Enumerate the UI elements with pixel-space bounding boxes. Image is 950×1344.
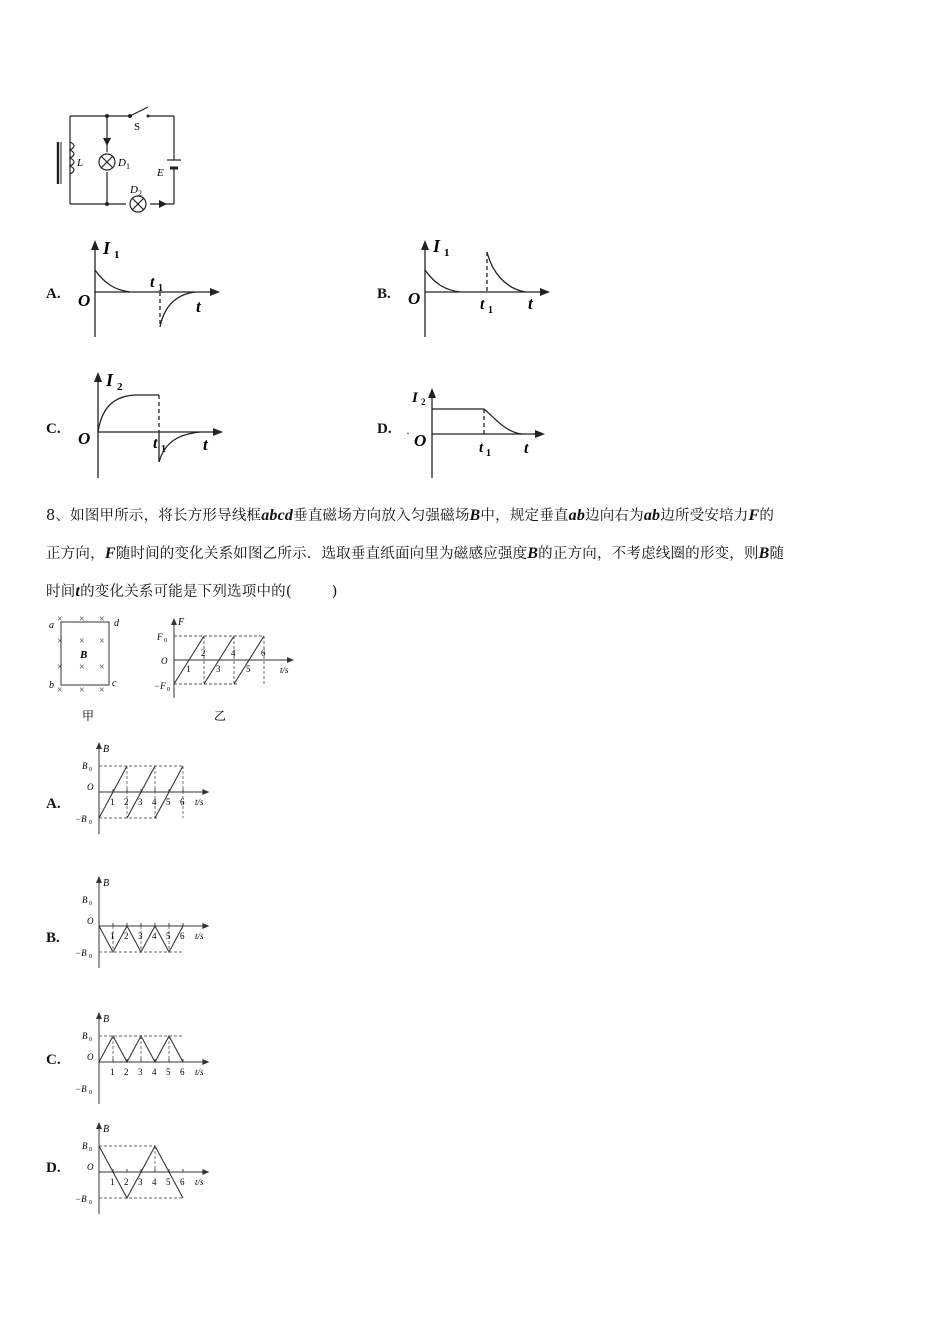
caption-yi: 乙: [214, 709, 227, 723]
tick-label-4: 4: [152, 1067, 157, 1077]
t-axis-label: t/s: [195, 931, 204, 941]
yi-O: O: [161, 656, 168, 666]
b0-sub: 0: [89, 901, 92, 907]
d-ysub: 2: [421, 397, 426, 407]
negb0-label: −B: [75, 1084, 87, 1094]
b-axis-arrow: [96, 1122, 102, 1129]
tick-label-3: 3: [138, 797, 143, 807]
tick-label-3: 3: [138, 1067, 143, 1077]
q8-line-1: 8、如图甲所示，将长方形导线框abcd垂直磁场方向放入匀强磁场B中，规定垂直ab边向右为ab边所受安培力F的: [46, 507, 775, 524]
a-t1sub: 1: [158, 283, 163, 294]
c-ysub: 2: [117, 381, 123, 393]
b-axis-label: B: [103, 1124, 110, 1135]
lamp2-sub: 2: [138, 189, 142, 198]
b0-sub: 0: [89, 767, 92, 773]
svg-text:×: ×: [99, 662, 105, 673]
yi-tick-3: 3: [216, 664, 221, 674]
b0-label: B: [82, 1031, 88, 1041]
d-ylabel: I: [412, 390, 418, 406]
prev-option-b-graph: [400, 232, 560, 344]
b-t1: t: [480, 296, 485, 313]
inductor-label: L: [77, 157, 84, 169]
t-axis-label: t/s: [195, 797, 204, 807]
yi-tlabel: t/s: [280, 665, 289, 675]
b-origin: O: [408, 289, 421, 308]
tick-label-2: 2: [124, 797, 129, 807]
svg-text:×: ×: [57, 685, 63, 696]
c-origin: O: [78, 429, 91, 448]
t-axis-arrow: [202, 1059, 209, 1065]
b-axis-label: B: [103, 1014, 110, 1025]
svg-text:×: ×: [57, 662, 63, 673]
caption-jia: 甲: [82, 709, 95, 723]
svg-text:×: ×: [57, 636, 63, 647]
svg-text:×: ×: [99, 614, 105, 625]
c-t: t: [203, 435, 208, 454]
prev-option-a-graph: [70, 232, 230, 344]
t-axis-arrow: [202, 789, 209, 795]
q8-line-3: 时间t的变化关系可能是下列选项中的( ): [46, 583, 338, 600]
q8-option-b-graph: [72, 872, 222, 972]
circuit-diagram: [50, 100, 200, 220]
q8-option-d-graph: [72, 1118, 222, 1218]
c-t1sub: 1: [161, 444, 166, 455]
negb0-sub: 0: [89, 820, 92, 826]
yi-tick-6: 6: [261, 648, 266, 658]
negb0-label: −B: [75, 814, 87, 824]
origin-label: O: [87, 1162, 94, 1172]
svg-text:×: ×: [79, 662, 85, 673]
q8-option-b-letter[interactable]: B.: [46, 930, 60, 946]
negb0-sub: 0: [89, 954, 92, 960]
tick-label-6: 6: [180, 797, 185, 807]
c-ylabel: I: [106, 370, 114, 390]
tick-label-4: 4: [152, 1177, 157, 1187]
prev-option-b-letter[interactable]: B.: [377, 286, 391, 302]
corner-a: a: [49, 620, 54, 631]
t-axis-arrow: [202, 923, 209, 929]
svg-text:×: ×: [99, 636, 105, 647]
tick-label-2: 2: [124, 1177, 129, 1187]
q8-line-2: 正方向，F随时间的变化关系如图乙所示．选取垂直纸面向里为磁感应强度B的正方向，不考虑线圈的形变，则B随: [46, 545, 785, 562]
figure-yi: [152, 610, 302, 725]
a-t1: t: [150, 274, 155, 291]
b0-label: B: [82, 761, 88, 771]
tick-label-5: 5: [166, 1177, 171, 1187]
b0-sub: 0: [89, 1037, 92, 1043]
svg-text:×: ×: [57, 614, 63, 625]
origin-label: O: [87, 916, 94, 926]
yi-tick-1: 1: [186, 664, 191, 674]
tick-label-5: 5: [166, 1067, 171, 1077]
b-axis-arrow: [96, 876, 102, 883]
negb0-sub: 0: [89, 1090, 92, 1096]
corner-c: c: [112, 678, 117, 689]
b-t1sub: 1: [488, 305, 493, 316]
tick-label-1: 1: [110, 797, 115, 807]
a-origin: O: [78, 291, 91, 310]
b-t: t: [528, 294, 533, 313]
svg-text:×: ×: [79, 685, 85, 696]
figure-jia: [46, 610, 136, 725]
yi-negF0sub: 0: [167, 687, 170, 693]
negb0-label: −B: [75, 1194, 87, 1204]
field-B: B: [80, 649, 88, 661]
a-ysub: 1: [114, 249, 120, 261]
svg-text:×: ×: [79, 636, 85, 647]
c-t1: t: [153, 435, 158, 452]
yi-negF0: −F: [154, 681, 166, 691]
yi-tick-2: 2: [201, 648, 206, 658]
tick-label-5: 5: [166, 797, 171, 807]
b-axis-label: B: [103, 744, 110, 755]
d-origin: O: [414, 431, 427, 450]
yi-tick-5: 5: [246, 664, 251, 674]
tick-label-4: 4: [152, 797, 157, 807]
t-axis-label: t/s: [195, 1177, 204, 1187]
svg-text:×: ×: [99, 685, 105, 696]
lamp1-label: D: [118, 157, 126, 169]
lamp2-label: D: [130, 184, 138, 196]
d-t: t: [524, 440, 529, 457]
q8-option-d-letter[interactable]: D.: [46, 1160, 61, 1176]
yi-F: F: [178, 617, 185, 628]
t-axis-label: t/s: [195, 1067, 204, 1077]
b-axis-arrow: [96, 1012, 102, 1019]
tick-label-1: 1: [110, 1177, 115, 1187]
battery-label: E: [157, 167, 164, 179]
negb0-sub: 0: [89, 1200, 92, 1206]
yi-F0sub: 0: [164, 638, 167, 644]
tick-label-1: 1: [110, 1067, 115, 1077]
b-axis-arrow: [96, 742, 102, 749]
tick-label-2: 2: [124, 931, 129, 941]
a-t: t: [196, 297, 201, 316]
d-t1sub: 1: [486, 448, 491, 459]
a-ylabel: I: [103, 238, 111, 258]
tick-label-5: 5: [166, 931, 171, 941]
corner-d: d: [114, 618, 119, 629]
tick-label-3: 3: [138, 931, 143, 941]
q8-option-a-graph: [72, 738, 222, 838]
t-axis-arrow: [202, 1169, 209, 1175]
d-t1: t: [479, 440, 484, 456]
prev-option-a-letter[interactable]: A.: [46, 286, 61, 302]
q8-option-c-letter[interactable]: C.: [46, 1052, 61, 1068]
negb0-label: −B: [75, 948, 87, 958]
b0-sub: 0: [89, 1147, 92, 1153]
lamp1-sub: 1: [126, 162, 130, 171]
prev-option-c-graph: [70, 366, 230, 482]
tick-label-1: 1: [110, 931, 115, 941]
tick-label-3: 3: [138, 1177, 143, 1187]
tick-label-6: 6: [180, 931, 185, 941]
yi-F0: F: [157, 632, 163, 642]
q8-option-a-letter[interactable]: A.: [46, 796, 61, 812]
prev-option-d-letter[interactable]: D.: [377, 421, 392, 437]
b0-label: B: [82, 895, 88, 905]
yi-tick-4: 4: [231, 648, 236, 658]
d-dot: ·: [406, 426, 410, 440]
switch-label: S: [134, 121, 141, 133]
question-8-text: [46, 497, 926, 611]
b-ylabel: I: [433, 236, 441, 256]
q8-option-c-graph: [72, 1008, 222, 1108]
b-ysub: 1: [444, 247, 450, 259]
b-axis-label: B: [103, 878, 110, 889]
svg-text:×: ×: [79, 614, 85, 625]
tick-label-2: 2: [124, 1067, 129, 1077]
corner-b: b: [49, 680, 54, 691]
origin-label: O: [87, 782, 94, 792]
b0-label: B: [82, 1141, 88, 1151]
tick-label-6: 6: [180, 1177, 185, 1187]
origin-label: O: [87, 1052, 94, 1062]
prev-option-d-graph: [400, 378, 560, 482]
tick-label-6: 6: [180, 1067, 185, 1077]
prev-option-c-letter[interactable]: C.: [46, 421, 61, 437]
tick-label-4: 4: [152, 931, 157, 941]
